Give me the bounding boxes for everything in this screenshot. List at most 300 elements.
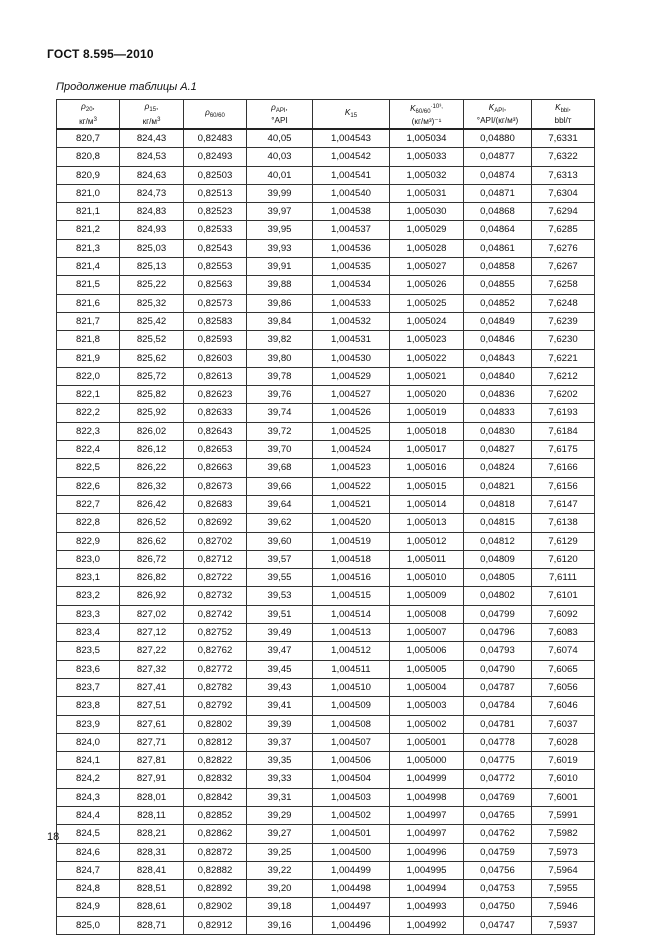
table-cell: 824,7: [57, 861, 120, 879]
table-cell: 820,7: [57, 129, 120, 148]
table-cell: 1,004496: [313, 916, 390, 934]
table-cell: 0,82503: [184, 166, 247, 184]
table-cell: 824,9: [57, 898, 120, 916]
table-cell: 1,005000: [390, 752, 464, 770]
table-row: [57, 276, 595, 294]
table-row: [57, 532, 595, 550]
table-cell: 822,2: [57, 404, 120, 422]
table-cell: 7,6074: [532, 642, 595, 660]
table-cell: 824,3: [57, 788, 120, 806]
table-row: [57, 569, 595, 587]
table-cell: 1,004999: [390, 770, 464, 788]
table-cell: 1,005031: [390, 184, 464, 202]
table-cell: 7,6175: [532, 441, 595, 459]
table-cell: 7,6184: [532, 422, 595, 440]
table-cell: 1,004502: [313, 806, 390, 824]
table-cell: 7,6056: [532, 678, 595, 696]
table-cell: 0,04868: [464, 203, 532, 221]
table-cell: 824,43: [120, 129, 184, 148]
table-cell: 0,82752: [184, 624, 247, 642]
table-cell: 39,74: [247, 404, 313, 422]
table-cell: 823,1: [57, 569, 120, 587]
table-cell: 1,005025: [390, 294, 464, 312]
table-cell: 0,04775: [464, 752, 532, 770]
table-cell: 7,6028: [532, 733, 595, 751]
table-cell: 39,35: [247, 752, 313, 770]
table-cell: 0,04787: [464, 678, 532, 696]
table-row: [57, 806, 595, 824]
table-cell: 0,04812: [464, 532, 532, 550]
table-cell: 828,21: [120, 825, 184, 843]
table-cell: 1,004518: [313, 550, 390, 568]
table-cell: 825,03: [120, 239, 184, 257]
table-cell: 0,04843: [464, 349, 532, 367]
table-cell: 1,004993: [390, 898, 464, 916]
table-cell: 7,6138: [532, 514, 595, 532]
table-cell: 1,005011: [390, 550, 464, 568]
table-cell: 825,52: [120, 331, 184, 349]
table-cell: 827,91: [120, 770, 184, 788]
table-row: [57, 678, 595, 696]
table-cell: 39,33: [247, 770, 313, 788]
table-cell: 0,82603: [184, 349, 247, 367]
table-cell: 0,82802: [184, 715, 247, 733]
data-table: [56, 99, 595, 935]
table-cell: 7,5991: [532, 806, 595, 824]
table-cell: 7,6267: [532, 258, 595, 276]
table-cell: 7,5982: [532, 825, 595, 843]
table-cell: 825,82: [120, 386, 184, 404]
table-cell: 824,1: [57, 752, 120, 770]
table-cell: 0,04790: [464, 660, 532, 678]
table-cell: 1,005029: [390, 221, 464, 239]
table-cell: 0,04769: [464, 788, 532, 806]
table-cell: 0,04877: [464, 148, 532, 166]
table-cell: 828,01: [120, 788, 184, 806]
table-cell: 1,005028: [390, 239, 464, 257]
table-row: [57, 788, 595, 806]
table-cell: 0,82792: [184, 697, 247, 715]
table-cell: 1,004516: [313, 569, 390, 587]
table-cell: 39,70: [247, 441, 313, 459]
table-cell: 823,4: [57, 624, 120, 642]
table-cell: 7,6129: [532, 532, 595, 550]
table-cell: 0,04852: [464, 294, 532, 312]
table-row: [57, 825, 595, 843]
table-cell: 0,82902: [184, 898, 247, 916]
table-cell: 39,64: [247, 495, 313, 513]
table-cell: 7,6230: [532, 331, 595, 349]
table-cell: 1,005007: [390, 624, 464, 642]
table-cell: 0,04784: [464, 697, 532, 715]
table-cell: 0,82653: [184, 441, 247, 459]
table-cell: 1,005014: [390, 495, 464, 513]
table-cell: 825,72: [120, 367, 184, 385]
table-cell: 825,0: [57, 916, 120, 934]
table-cell: 7,6304: [532, 184, 595, 202]
table-row: [57, 898, 595, 916]
table-cell: 0,82543: [184, 239, 247, 257]
column-header: $K_{60/60}^{\cdot 10^3,}$ (кг/м³)⁻¹: [390, 100, 464, 130]
table-cell: 0,04840: [464, 367, 532, 385]
table-cell: 821,0: [57, 184, 120, 202]
table-cell: 1,005017: [390, 441, 464, 459]
table-row: [57, 880, 595, 898]
table-cell: 0,04765: [464, 806, 532, 824]
table-cell: 39,47: [247, 642, 313, 660]
table-cell: 828,51: [120, 880, 184, 898]
table-cell: 7,6258: [532, 276, 595, 294]
table-cell: 821,1: [57, 203, 120, 221]
table-cell: 1,004543: [313, 129, 390, 148]
table-cell: 0,82772: [184, 660, 247, 678]
table-cell: 0,82882: [184, 861, 247, 879]
table-cell: 827,51: [120, 697, 184, 715]
table-cell: 0,82623: [184, 386, 247, 404]
table-cell: 1,004535: [313, 258, 390, 276]
table-cell: 7,6276: [532, 239, 595, 257]
table-cell: 39,29: [247, 806, 313, 824]
table-cell: 40,05: [247, 129, 313, 148]
table-cell: 1,004514: [313, 605, 390, 623]
table-body: [57, 129, 595, 935]
table-cell: 0,82563: [184, 276, 247, 294]
table-cell: 1,004995: [390, 861, 464, 879]
table-cell: 7,6193: [532, 404, 595, 422]
table-cell: 826,62: [120, 532, 184, 550]
table-cell: 0,82852: [184, 806, 247, 824]
table-cell: 1,005024: [390, 312, 464, 330]
table-cell: 826,82: [120, 569, 184, 587]
table-cell: 821,3: [57, 239, 120, 257]
table-cell: 0,82892: [184, 880, 247, 898]
table-cell: 0,04759: [464, 843, 532, 861]
table-cell: 39,99: [247, 184, 313, 202]
table-cell: 1,005001: [390, 733, 464, 751]
table-cell: 827,32: [120, 660, 184, 678]
table-cell: 39,37: [247, 733, 313, 751]
table-cell: 823,6: [57, 660, 120, 678]
table-cell: 0,04858: [464, 258, 532, 276]
table-row: [57, 843, 595, 861]
table-cell: 7,6156: [532, 477, 595, 495]
table-cell: 1,004533: [313, 294, 390, 312]
table-cell: 7,6331: [532, 129, 595, 148]
table-cell: 1,004534: [313, 276, 390, 294]
table-cell: 39,25: [247, 843, 313, 861]
table-cell: 0,04762: [464, 825, 532, 843]
table-cell: 822,9: [57, 532, 120, 550]
table-cell: 0,04827: [464, 441, 532, 459]
table-row: [57, 514, 595, 532]
table-cell: 7,6322: [532, 148, 595, 166]
table-cell: 1,004537: [313, 221, 390, 239]
table-cell: 0,04855: [464, 276, 532, 294]
table-cell: 1,004519: [313, 532, 390, 550]
table-row: [57, 642, 595, 660]
table-cell: 822,7: [57, 495, 120, 513]
table-cell: 0,04805: [464, 569, 532, 587]
table-cell: 39,80: [247, 349, 313, 367]
table-cell: 7,6166: [532, 459, 595, 477]
table-row: [57, 148, 595, 166]
table-cell: 826,12: [120, 441, 184, 459]
table-cell: 39,45: [247, 660, 313, 678]
table-cell: 0,04846: [464, 331, 532, 349]
table-cell: 39,60: [247, 532, 313, 550]
table-cell: 7,6221: [532, 349, 595, 367]
table-cell: 7,6046: [532, 697, 595, 715]
table-cell: 0,04815: [464, 514, 532, 532]
table-cell: 7,6037: [532, 715, 595, 733]
table-cell: 1,004503: [313, 788, 390, 806]
table-cell: 827,41: [120, 678, 184, 696]
table-cell: 0,82513: [184, 184, 247, 202]
table-cell: 1,004497: [313, 898, 390, 916]
table-cell: 39,49: [247, 624, 313, 642]
table-cell: 821,7: [57, 312, 120, 330]
table-cell: 0,82683: [184, 495, 247, 513]
table-cell: 823,2: [57, 587, 120, 605]
table-cell: 1,004512: [313, 642, 390, 660]
table-row: [57, 459, 595, 477]
table-row: [57, 660, 595, 678]
table-cell: 1,004996: [390, 843, 464, 861]
table-cell: 1,004529: [313, 367, 390, 385]
table-cell: 1,005015: [390, 477, 464, 495]
table-cell: 0,82822: [184, 752, 247, 770]
table-cell: 0,82812: [184, 733, 247, 751]
table-cell: 7,5973: [532, 843, 595, 861]
table-cell: 7,6147: [532, 495, 595, 513]
column-header: $\rho_{API}$, °API: [247, 100, 313, 130]
table-cell: 1,005022: [390, 349, 464, 367]
table-cell: 7,5964: [532, 861, 595, 879]
table-row: [57, 550, 595, 568]
table-cell: 0,82483: [184, 129, 247, 148]
table-cell: 39,86: [247, 294, 313, 312]
table-cell: 1,004531: [313, 331, 390, 349]
table-cell: 39,57: [247, 550, 313, 568]
table-cell: 827,71: [120, 733, 184, 751]
table-cell: 1,005018: [390, 422, 464, 440]
table-cell: 39,39: [247, 715, 313, 733]
table-cell: 824,63: [120, 166, 184, 184]
table-cell: 0,04809: [464, 550, 532, 568]
table-cell: 0,04824: [464, 459, 532, 477]
table-cell: 0,04796: [464, 624, 532, 642]
table-cell: 1,005023: [390, 331, 464, 349]
table-row: [57, 367, 595, 385]
table-cell: 1,004538: [313, 203, 390, 221]
table-cell: 1,004504: [313, 770, 390, 788]
table-cell: 824,83: [120, 203, 184, 221]
table-cell: 0,04874: [464, 166, 532, 184]
table-cell: 1,005006: [390, 642, 464, 660]
table-cell: 1,004499: [313, 861, 390, 879]
table-cell: 0,82702: [184, 532, 247, 550]
table-cell: 0,04750: [464, 898, 532, 916]
table-cell: 825,42: [120, 312, 184, 330]
table-cell: 1,005034: [390, 129, 464, 148]
table-cell: 823,3: [57, 605, 120, 623]
table-cell: 0,82912: [184, 916, 247, 934]
table-cell: 1,004521: [313, 495, 390, 513]
table-cell: 821,6: [57, 294, 120, 312]
table-cell: 1,004522: [313, 477, 390, 495]
table-row: [57, 697, 595, 715]
table-cell: 826,42: [120, 495, 184, 513]
table-cell: 1,004526: [313, 404, 390, 422]
table-cell: 0,04781: [464, 715, 532, 733]
table-cell: 821,2: [57, 221, 120, 239]
table-cell: 1,005021: [390, 367, 464, 385]
table-cell: 824,73: [120, 184, 184, 202]
table-cell: 0,04849: [464, 312, 532, 330]
table-cell: 39,53: [247, 587, 313, 605]
table-cell: 826,02: [120, 422, 184, 440]
table-cell: 1,005005: [390, 660, 464, 678]
table-cell: 1,005026: [390, 276, 464, 294]
table-cell: 0,04830: [464, 422, 532, 440]
table-cell: 823,9: [57, 715, 120, 733]
table-cell: 1,004515: [313, 587, 390, 605]
table-cell: 39,51: [247, 605, 313, 623]
table-row: [57, 331, 595, 349]
table-cell: 1,004507: [313, 733, 390, 751]
table-cell: 7,6010: [532, 770, 595, 788]
table-row: [57, 221, 595, 239]
table-row: [57, 605, 595, 623]
table-cell: 1,004998: [390, 788, 464, 806]
table-cell: 7,6313: [532, 166, 595, 184]
table-cell: 40,01: [247, 166, 313, 184]
table-cell: 7,6101: [532, 587, 595, 605]
table-cell: 0,82673: [184, 477, 247, 495]
table-cell: 825,92: [120, 404, 184, 422]
table-cell: 0,82692: [184, 514, 247, 532]
table-cell: 1,005004: [390, 678, 464, 696]
table-cell: 1,004530: [313, 349, 390, 367]
table-cell: 1,004994: [390, 880, 464, 898]
table-cell: 1,004540: [313, 184, 390, 202]
table-row: [57, 386, 595, 404]
table-cell: 1,004527: [313, 386, 390, 404]
table-cell: 39,31: [247, 788, 313, 806]
table-cell: 821,4: [57, 258, 120, 276]
table-row: [57, 258, 595, 276]
table-cell: 0,82732: [184, 587, 247, 605]
table-cell: 0,82523: [184, 203, 247, 221]
table-cell: 1,004513: [313, 624, 390, 642]
table-row: [57, 312, 595, 330]
column-header: $K_{bbl}$, bbl/т: [532, 100, 595, 130]
table-cell: 828,31: [120, 843, 184, 861]
table-cell: 39,76: [247, 386, 313, 404]
table-cell: 39,93: [247, 239, 313, 257]
table-cell: 1,004508: [313, 715, 390, 733]
table-row: [57, 770, 595, 788]
table-cell: 0,04802: [464, 587, 532, 605]
table-cell: 39,72: [247, 422, 313, 440]
table-cell: 826,92: [120, 587, 184, 605]
table-cell: 39,66: [247, 477, 313, 495]
table-cell: 826,22: [120, 459, 184, 477]
table-cell: 825,62: [120, 349, 184, 367]
table-cell: 0,82593: [184, 331, 247, 349]
table-row: [57, 861, 595, 879]
table-cell: 827,12: [120, 624, 184, 642]
table-cell: 0,82862: [184, 825, 247, 843]
table-cell: 0,82493: [184, 148, 247, 166]
table-cell: 822,5: [57, 459, 120, 477]
table-cell: 1,004520: [313, 514, 390, 532]
table-cell: 1,005019: [390, 404, 464, 422]
table-cell: 1,005032: [390, 166, 464, 184]
table-cell: 821,5: [57, 276, 120, 294]
table-cell: 1,005033: [390, 148, 464, 166]
table-cell: 0,04871: [464, 184, 532, 202]
table-cell: 0,82762: [184, 642, 247, 660]
table-cell: 828,61: [120, 898, 184, 916]
table-cell: 822,0: [57, 367, 120, 385]
table-cell: 7,6111: [532, 569, 595, 587]
table-cell: 824,4: [57, 806, 120, 824]
table-cell: 1,004498: [313, 880, 390, 898]
page-number: 18: [47, 831, 60, 843]
table-cell: 1,004542: [313, 148, 390, 166]
table-cell: 1,005009: [390, 587, 464, 605]
table-cell: 825,22: [120, 276, 184, 294]
table-cell: 1,004525: [313, 422, 390, 440]
table-cell: 1,004524: [313, 441, 390, 459]
table-cell: 1,004523: [313, 459, 390, 477]
table-cell: 39,62: [247, 514, 313, 532]
table-row: [57, 752, 595, 770]
table-row: [57, 404, 595, 422]
table-cell: 1,005010: [390, 569, 464, 587]
table-cell: 39,78: [247, 367, 313, 385]
table-cell: 824,2: [57, 770, 120, 788]
table-cell: 40,03: [247, 148, 313, 166]
table-cell: 0,82573: [184, 294, 247, 312]
table-row: [57, 422, 595, 440]
table-cell: 39,18: [247, 898, 313, 916]
table-cell: 0,82533: [184, 221, 247, 239]
table-cell: 0,82722: [184, 569, 247, 587]
table-cell: 39,16: [247, 916, 313, 934]
column-header: $K_{API}$, °API/(кг/м³): [464, 100, 532, 130]
table-cell: 7,5937: [532, 916, 595, 934]
table-cell: 1,004536: [313, 239, 390, 257]
table-cell: 1,005008: [390, 605, 464, 623]
table-cell: 0,04821: [464, 477, 532, 495]
column-header: $\rho_{15}$, $кг/м^3$: [120, 100, 184, 130]
table-cell: 0,04880: [464, 129, 532, 148]
table-cell: 7,6285: [532, 221, 595, 239]
table-cell: 822,8: [57, 514, 120, 532]
table-row: [57, 129, 595, 148]
table-cell: 820,8: [57, 148, 120, 166]
table-cell: 1,004506: [313, 752, 390, 770]
table-cell: 7,6212: [532, 367, 595, 385]
table-cell: 824,6: [57, 843, 120, 861]
table-cell: 0,04756: [464, 861, 532, 879]
table-cell: 821,9: [57, 349, 120, 367]
column-header: $\rho_{20}$, $кг/м^3$: [57, 100, 120, 130]
table-header: [57, 100, 595, 130]
table-cell: 7,6120: [532, 550, 595, 568]
